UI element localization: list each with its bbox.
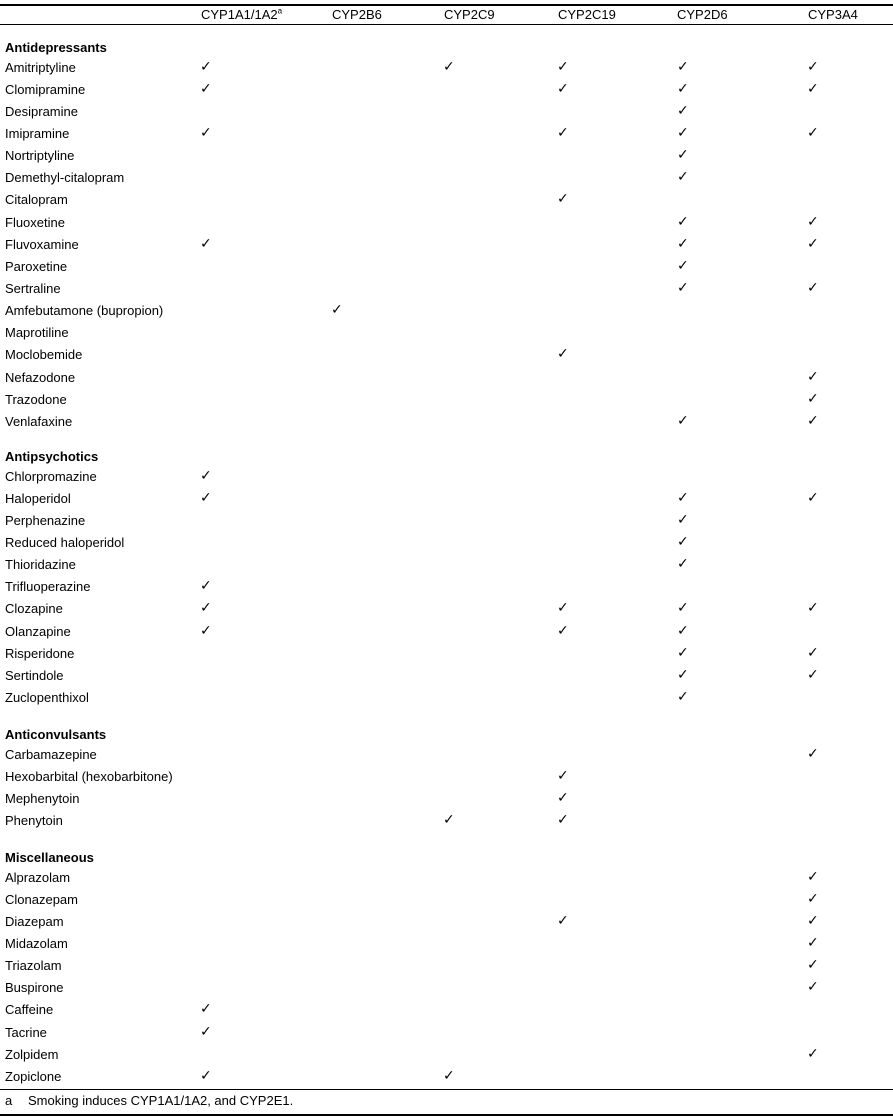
table-row bbox=[0, 932, 893, 954]
column-header-label: CYP1A1/1A2 bbox=[201, 7, 278, 22]
check-mark-icon: ✓ bbox=[807, 600, 819, 617]
check-mark-icon: ✓ bbox=[807, 934, 819, 951]
check-mark-icon: ✓ bbox=[677, 213, 689, 230]
drug-name: Carbamazepine bbox=[5, 746, 97, 762]
table-row bbox=[0, 410, 893, 432]
drug-name: Amitriptyline bbox=[5, 59, 76, 75]
drug-name: Chlorpromazine bbox=[5, 468, 97, 484]
table-row bbox=[0, 388, 893, 410]
check-mark-icon: ✓ bbox=[807, 235, 819, 252]
check-mark-icon: ✓ bbox=[807, 280, 819, 296]
check-mark-icon: ✓ bbox=[200, 622, 212, 639]
drug-name: Clomipramine bbox=[5, 81, 86, 97]
table-row bbox=[0, 553, 893, 575]
section-title: Antipsychotics bbox=[5, 449, 99, 464]
table-row bbox=[0, 122, 893, 144]
drug-name: Buspirone bbox=[5, 980, 64, 996]
column-header bbox=[201, 7, 282, 22]
check-mark-icon: ✓ bbox=[200, 600, 212, 617]
check-mark-icon: ✓ bbox=[677, 556, 689, 573]
drug-name: Phenytoin bbox=[5, 812, 63, 828]
check-mark-icon: ✓ bbox=[807, 368, 819, 385]
drug-name: Midazolam bbox=[5, 935, 68, 951]
drug-name: Imipramine bbox=[5, 125, 70, 141]
table-row bbox=[0, 465, 893, 487]
table-row bbox=[0, 321, 893, 343]
drug-name: Sertraline bbox=[5, 281, 61, 296]
check-mark-icon: ✓ bbox=[677, 169, 689, 186]
table-row bbox=[0, 531, 893, 553]
drug-name: Paroxetine bbox=[5, 258, 68, 274]
column-header-label: CYP2B6 bbox=[332, 7, 382, 22]
section-header-row bbox=[0, 442, 893, 464]
check-mark-icon: ✓ bbox=[677, 622, 689, 639]
check-mark-icon: ✓ bbox=[677, 58, 689, 75]
table-row bbox=[0, 642, 893, 664]
check-mark-icon: ✓ bbox=[200, 235, 212, 252]
table-row bbox=[0, 597, 893, 619]
footnote-ref: a bbox=[277, 6, 283, 16]
table-row bbox=[0, 1021, 893, 1043]
drug-name: Fluoxetine bbox=[5, 214, 65, 230]
check-mark-icon: ✓ bbox=[557, 912, 569, 929]
check-mark-icon: ✓ bbox=[677, 689, 689, 705]
drug-name: Mephenytoin bbox=[5, 790, 80, 806]
check-mark-icon: ✓ bbox=[677, 489, 689, 506]
footnote-text: Smoking induces CYP1A1/1A2, and CYP2E1. bbox=[28, 1093, 294, 1108]
drug-name: Sertindole bbox=[5, 667, 64, 683]
drug-name: Trazodone bbox=[5, 391, 67, 407]
check-mark-icon: ✓ bbox=[200, 1001, 212, 1018]
check-mark-icon: ✓ bbox=[331, 302, 343, 319]
table-bottom-rule bbox=[0, 1114, 893, 1116]
check-mark-icon: ✓ bbox=[807, 412, 819, 429]
section-title: Anticonvulsants bbox=[5, 727, 107, 742]
drug-name: Haloperidol bbox=[5, 490, 71, 506]
drug-name: Zolpidem bbox=[5, 1046, 59, 1062]
check-mark-icon: ✓ bbox=[200, 489, 212, 506]
drug-name: Zuclopenthixol bbox=[5, 690, 89, 705]
check-mark-icon: ✓ bbox=[807, 912, 819, 929]
drug-name: Triazolam bbox=[5, 958, 62, 974]
drug-name: Olanzapine bbox=[5, 623, 71, 639]
table-row bbox=[0, 998, 893, 1020]
table-row bbox=[0, 575, 893, 597]
drug-name: Venlafaxine bbox=[5, 413, 73, 429]
drug-name: Alprazolam bbox=[5, 869, 71, 885]
table-row bbox=[0, 299, 893, 321]
check-mark-icon: ✓ bbox=[807, 868, 819, 885]
check-mark-icon: ✓ bbox=[677, 147, 689, 164]
drug-name: Moclobemide bbox=[5, 347, 83, 363]
drug-name: Fluvoxamine bbox=[5, 236, 79, 252]
table-row bbox=[0, 487, 893, 509]
column-header bbox=[444, 7, 495, 22]
check-mark-icon: ✓ bbox=[200, 80, 212, 97]
check-mark-icon: ✓ bbox=[807, 489, 819, 506]
drug-name: Maprotiline bbox=[5, 325, 69, 341]
table-row bbox=[0, 866, 893, 888]
drug-name: Hexobarbital (hexobarbitone) bbox=[5, 768, 173, 784]
check-mark-icon: ✓ bbox=[443, 58, 455, 75]
table-row bbox=[0, 1043, 893, 1065]
table-row bbox=[0, 277, 893, 299]
section-header-row bbox=[0, 720, 893, 742]
check-mark-icon: ✓ bbox=[677, 235, 689, 252]
check-mark-icon: ✓ bbox=[443, 1067, 455, 1084]
check-mark-icon: ✓ bbox=[200, 124, 212, 141]
section-title: Miscellaneous bbox=[5, 850, 94, 865]
table-row bbox=[0, 888, 893, 910]
check-mark-icon: ✓ bbox=[677, 644, 689, 661]
table-row bbox=[0, 144, 893, 166]
column-header-label: CYP2C19 bbox=[558, 7, 616, 22]
table-row bbox=[0, 188, 893, 210]
drug-name: Thioridazine bbox=[5, 557, 76, 573]
check-mark-icon: ✓ bbox=[200, 467, 212, 484]
table-row bbox=[0, 910, 893, 932]
header-rule bbox=[0, 24, 893, 25]
check-mark-icon: ✓ bbox=[807, 644, 819, 661]
column-header-label: CYP3A4 bbox=[808, 7, 858, 22]
check-mark-icon: ✓ bbox=[557, 191, 569, 208]
check-mark-icon: ✓ bbox=[677, 533, 689, 550]
check-mark-icon: ✓ bbox=[807, 890, 819, 907]
check-mark-icon: ✓ bbox=[200, 1067, 212, 1084]
table-row bbox=[0, 366, 893, 388]
column-header-label: CYP2C9 bbox=[444, 7, 495, 22]
check-mark-icon: ✓ bbox=[677, 600, 689, 617]
column-header bbox=[677, 7, 728, 22]
table-row bbox=[0, 787, 893, 809]
table-row bbox=[0, 211, 893, 233]
drug-name: Citalopram bbox=[5, 192, 68, 208]
table-row bbox=[0, 765, 893, 787]
table-row bbox=[0, 255, 893, 277]
table-row bbox=[0, 343, 893, 365]
drug-name: Clozapine bbox=[5, 601, 63, 617]
check-mark-icon: ✓ bbox=[677, 80, 689, 97]
drug-name: Nefazodone bbox=[5, 369, 76, 385]
check-mark-icon: ✓ bbox=[557, 811, 569, 828]
check-mark-icon: ✓ bbox=[443, 811, 455, 828]
table-row bbox=[0, 954, 893, 976]
check-mark-icon: ✓ bbox=[677, 280, 689, 296]
table-row bbox=[0, 620, 893, 642]
drug-name: Tacrine bbox=[5, 1024, 47, 1040]
table-row bbox=[0, 233, 893, 255]
section-header-row bbox=[0, 843, 893, 865]
table-row bbox=[0, 509, 893, 531]
check-mark-icon: ✓ bbox=[557, 789, 569, 806]
check-mark-icon: ✓ bbox=[200, 58, 212, 75]
table-row bbox=[0, 809, 893, 831]
footnote bbox=[5, 1093, 293, 1108]
check-mark-icon: ✓ bbox=[557, 58, 569, 75]
check-mark-icon: ✓ bbox=[677, 102, 689, 119]
drug-name: Risperidone bbox=[5, 645, 75, 661]
check-mark-icon: ✓ bbox=[200, 578, 212, 595]
check-mark-icon: ✓ bbox=[557, 124, 569, 141]
drug-name: Amfebutamone (bupropion) bbox=[5, 303, 164, 319]
drug-name: Clonazepam bbox=[5, 891, 78, 907]
table-row bbox=[0, 743, 893, 765]
check-mark-icon: ✓ bbox=[557, 767, 569, 784]
check-mark-icon: ✓ bbox=[807, 213, 819, 230]
table-row bbox=[0, 976, 893, 998]
table-row bbox=[0, 100, 893, 122]
check-mark-icon: ✓ bbox=[677, 511, 689, 528]
drug-name: Zopiclone bbox=[5, 1068, 62, 1084]
check-mark-icon: ✓ bbox=[677, 412, 689, 429]
check-mark-icon: ✓ bbox=[807, 124, 819, 141]
drug-name: Diazepam bbox=[5, 913, 64, 929]
table-row bbox=[0, 56, 893, 78]
section-title: Antidepressants bbox=[5, 40, 107, 55]
check-mark-icon: ✓ bbox=[807, 390, 819, 407]
drug-name: Caffeine bbox=[5, 1002, 54, 1018]
drug-name: Perphenazine bbox=[5, 512, 86, 528]
check-mark-icon: ✓ bbox=[807, 666, 819, 683]
check-mark-icon: ✓ bbox=[807, 58, 819, 75]
drug-name: Nortriptyline bbox=[5, 148, 75, 164]
table-top-rule bbox=[0, 4, 893, 6]
check-mark-icon: ✓ bbox=[677, 666, 689, 683]
check-mark-icon: ✓ bbox=[557, 600, 569, 617]
column-header bbox=[558, 7, 616, 22]
check-mark-icon: ✓ bbox=[557, 622, 569, 639]
check-mark-icon: ✓ bbox=[807, 1045, 819, 1062]
check-mark-icon: ✓ bbox=[677, 257, 689, 274]
footnote-marker: a bbox=[5, 1093, 13, 1108]
section-header-row bbox=[0, 33, 893, 55]
check-mark-icon: ✓ bbox=[557, 80, 569, 97]
table-row bbox=[0, 664, 893, 686]
check-mark-icon: ✓ bbox=[200, 1023, 212, 1040]
column-header bbox=[808, 7, 858, 22]
check-mark-icon: ✓ bbox=[677, 124, 689, 141]
table-footer-rule bbox=[0, 1089, 893, 1090]
column-header bbox=[332, 7, 382, 22]
drug-name: Desipramine bbox=[5, 103, 78, 119]
drug-name: Demethyl-citalopram bbox=[5, 170, 125, 186]
check-mark-icon: ✓ bbox=[807, 80, 819, 97]
table-row bbox=[0, 78, 893, 100]
check-mark-icon: ✓ bbox=[807, 957, 819, 974]
table-row bbox=[0, 686, 893, 708]
table-row bbox=[0, 1065, 893, 1087]
check-mark-icon: ✓ bbox=[557, 346, 569, 363]
table-row bbox=[0, 166, 893, 188]
column-header-label: CYP2D6 bbox=[677, 7, 728, 22]
check-mark-icon: ✓ bbox=[807, 745, 819, 762]
drug-name: Trifluoperazine bbox=[5, 579, 91, 595]
check-mark-icon: ✓ bbox=[807, 979, 819, 996]
drug-name: Reduced haloperidol bbox=[5, 534, 125, 550]
